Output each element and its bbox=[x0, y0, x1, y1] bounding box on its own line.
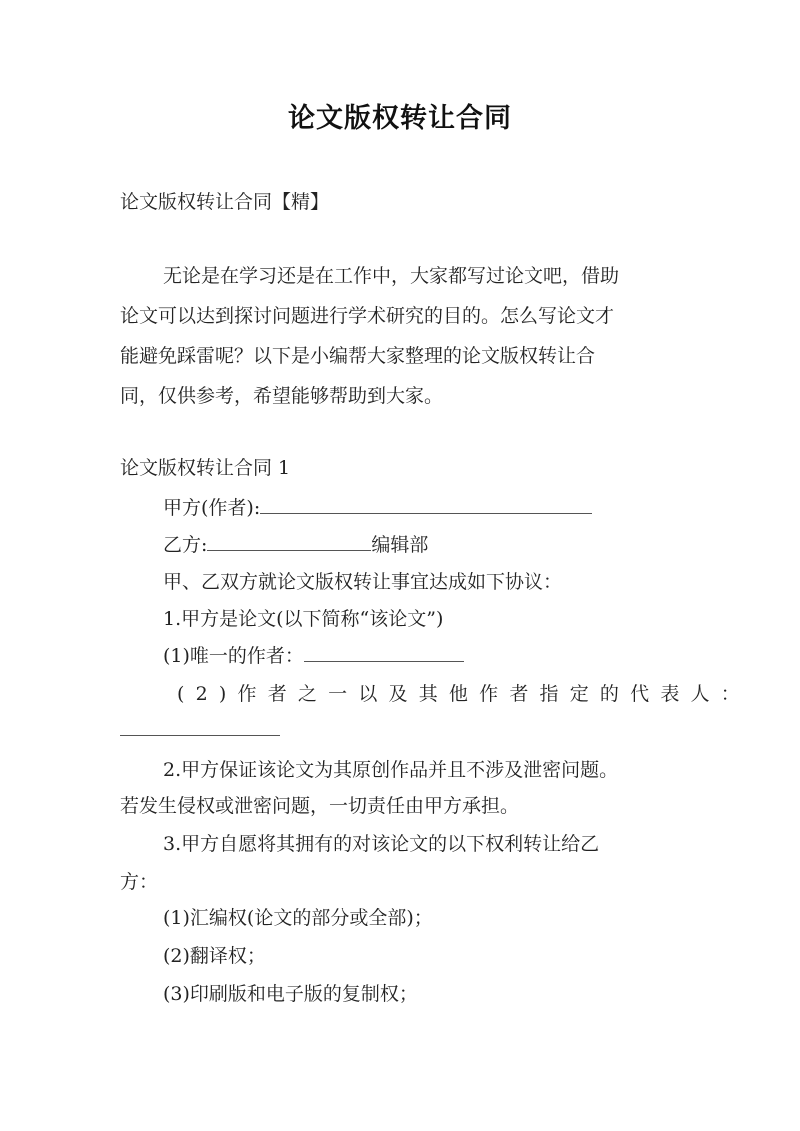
clause-1-2-blank-row bbox=[120, 716, 280, 744]
right-3: (3)印刷版和电子版的复制权； bbox=[163, 983, 418, 1005]
clause-1: 1.甲方是论文(以下简称“该论文”) bbox=[163, 608, 444, 630]
contract-heading: 论文版权转让合同 1 bbox=[120, 457, 291, 479]
document-title: 论文版权转让合同 bbox=[288, 103, 512, 134]
right-2: (2)翻译权； bbox=[163, 945, 266, 967]
clause-1-1-blank bbox=[304, 643, 464, 662]
clause-2-line-1: 2.甲方保证该论文为其原创作品并且不涉及泄密问题。 bbox=[163, 759, 619, 781]
party-a-row bbox=[163, 494, 592, 522]
clause-1-2-blank bbox=[120, 717, 280, 736]
party-a-label: 甲方(作者): bbox=[163, 497, 261, 519]
party-b-suffix: 编辑部 bbox=[371, 534, 429, 556]
party-b-row bbox=[163, 531, 428, 559]
party-a-blank bbox=[260, 495, 592, 514]
party-b-label: 乙方: bbox=[163, 534, 208, 556]
right-1: (1)汇编权(论文的部分或全部)； bbox=[163, 907, 433, 929]
agreement-line: 甲、乙双方就论文版权转让事宜达成如下协议： bbox=[163, 571, 563, 593]
document-subtitle: 论文版权转让合同【精】 bbox=[120, 191, 330, 213]
clause-3-line-1: 3.甲方自愿将其拥有的对该论文的以下权利转让给乙 bbox=[163, 833, 600, 855]
clause-2-line-2: 若发生侵权或泄密问题，一切责任由甲方承担。 bbox=[120, 795, 520, 817]
intro-line-3: 能避免踩雷呢？以下是小编帮大家整理的论文版权转让合 bbox=[120, 345, 596, 367]
intro-line-4: 同，仅供参考，希望能够帮助到大家。 bbox=[120, 385, 444, 407]
intro-line-1: 无论是在学习还是在工作中，大家都写过论文吧，借助 bbox=[163, 265, 620, 287]
clause-1-1-row bbox=[163, 642, 464, 670]
clause-1-2: (2)作者之一以及其他作者指定的代表人： bbox=[177, 683, 751, 705]
party-b-blank bbox=[207, 532, 371, 551]
clause-3-line-2: 方： bbox=[120, 871, 159, 893]
intro-line-2: 论文可以达到探讨问题进行学术研究的目的。怎么写论文才 bbox=[120, 305, 615, 327]
clause-1-1-label: (1)唯一的作者： bbox=[163, 645, 304, 667]
